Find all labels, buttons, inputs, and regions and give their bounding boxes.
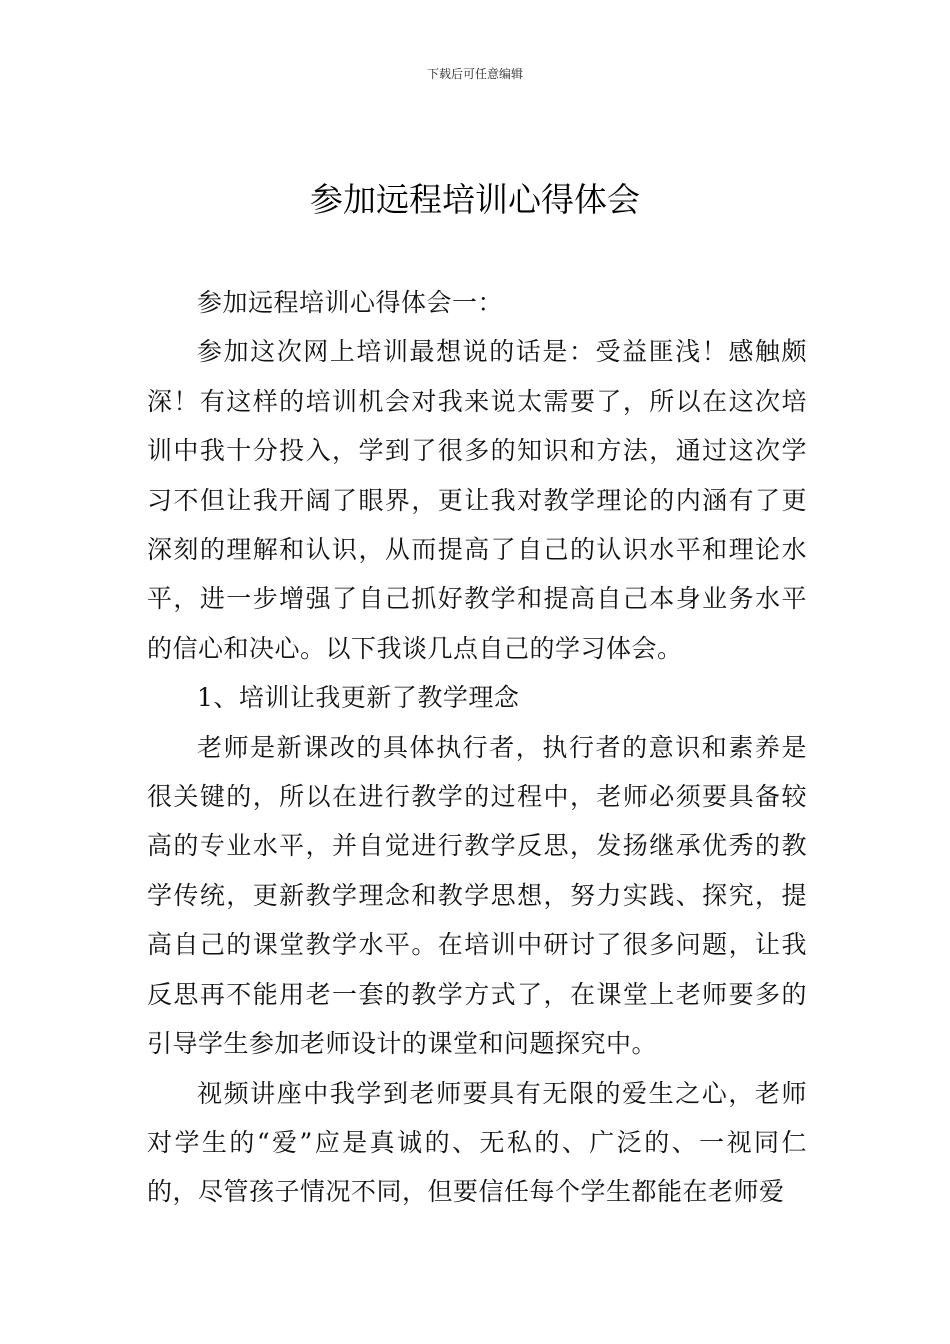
paragraph-intro: 参加这次网上培训最想说的话是：受益匪浅！感触颇深！有这样的培训机会对我来说太需要了，所以在这次培训中我十分投入，学到了很多的知识和方法，通过这次学习不但让我开阔了眼界，更让我对教学理论的内涵有了更深刻的理解和认识，从而提高了自己的认识水平和理论水平，进一步增强了自己抓好教学和提高自己本身业务水平的信心和决心。以下我谈几点自己的学习体会。 xyxy=(147,337,807,663)
section-heading-1: 1、培训让我更新了教学理念 xyxy=(197,683,520,713)
document-title: 参加远程培训心得体会 xyxy=(310,180,640,219)
document-body xyxy=(147,278,807,1217)
header-note: 下载后可任意编辑 xyxy=(426,67,523,81)
paragraph-subtitle: 参加远程培训心得体会一： xyxy=(197,288,504,317)
paragraph-video-lecture: 视频讲座中我学到老师要具有无限的爱生之心，老师对学生的“爱”应是真诚的、无私的、广泛的、一视同仁的，尽管孩子情况不同，但要信任每个学生都能在老师爱 xyxy=(147,1078,807,1207)
paragraph-section-1: 老师是新课改的具体执行者，执行者的意识和素养是很关键的，所以在进行教学的过程中，老师必须要具备较高的专业水平，并自觉进行教学反思，发扬继承优秀的教学传统，更新教学理念和教学思想，努力实践、探究，提高自己的课堂教学水平。在培训中研讨了很多问题，让我反思再不能用老一套的教学方式了，在课堂上老师要多的引导学生参加老师设计的课堂和问题探究中。 xyxy=(147,732,807,1059)
